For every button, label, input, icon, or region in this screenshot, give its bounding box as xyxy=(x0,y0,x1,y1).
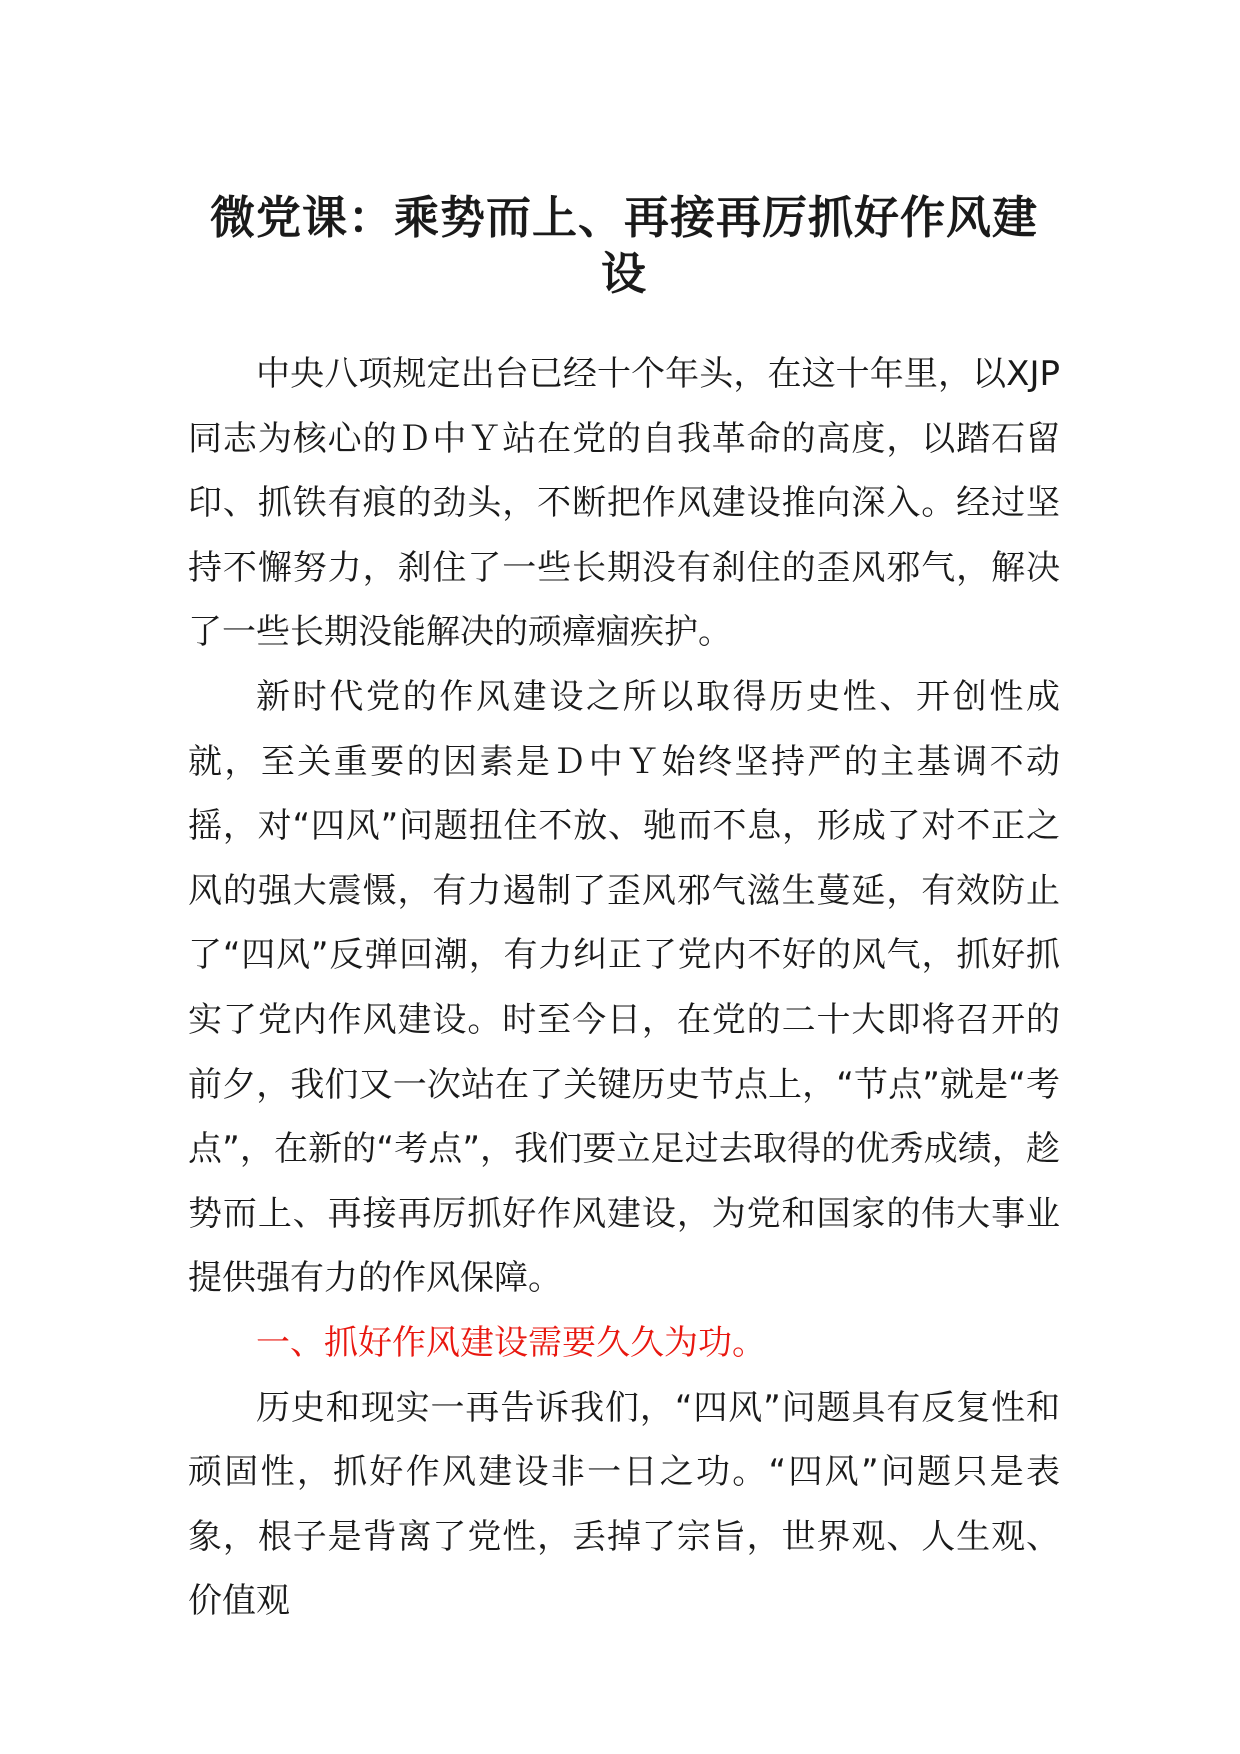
paragraph-section-one: 历史和现实一再告诉我们，“四风”问题具有反复性和顽固性，抓好作风建设非一日之功。“四风”问题只是表象，根子是背离了党性，丢掉了宗旨，世界观、人生观、价值观 xyxy=(188,1387,1060,1622)
document-title: 微党课：乘势而上、再接再厉抓好作风建设 xyxy=(209,191,1038,300)
section-heading: 一、抓好作风建设需要久久为功。 xyxy=(256,1322,766,1363)
document-page xyxy=(188,190,1060,1634)
paragraph-achievements: 新时代党的作风建设之所以取得历史性、开创性成就，至关重要的因素是Ｄ中Ｙ始终坚持严的主基调不动摇，对“四风”问题扭住不放、驰而不息，形成了对不正之风的强大震慑，有力遏制了歪风邪气滋生蔓延，有效防止了“四风”反弹回潮，有力纠正了党内不好的风气，抓好抓实了党内作风建设。时至今日，在党的二十大即将召开的前夕，我们又一次站在了关键历史节点上，“节点”就是“考点”，在新的“考点”，我们要立足过去取得的优秀成绩，趁势而上、再接再厉抓好作风建设，为党和国家的伟大事业提供强有力的作风保障。 xyxy=(188,676,1060,1299)
paragraph-intro: 中央八项规定出台已经十个年头，在这十年里，以XJP同志为核心的Ｄ中Ｙ站在党的自我革命的高度，以踏石留印、抓铁有痕的劲头，不断把作风建设推向深入。经过坚持不懈努力，刹住了一些长期没有刹住的歪风邪气，解决了一些长期没能解决的顽瘴痼疾护。 xyxy=(188,354,1060,653)
document-body xyxy=(188,342,1060,1634)
